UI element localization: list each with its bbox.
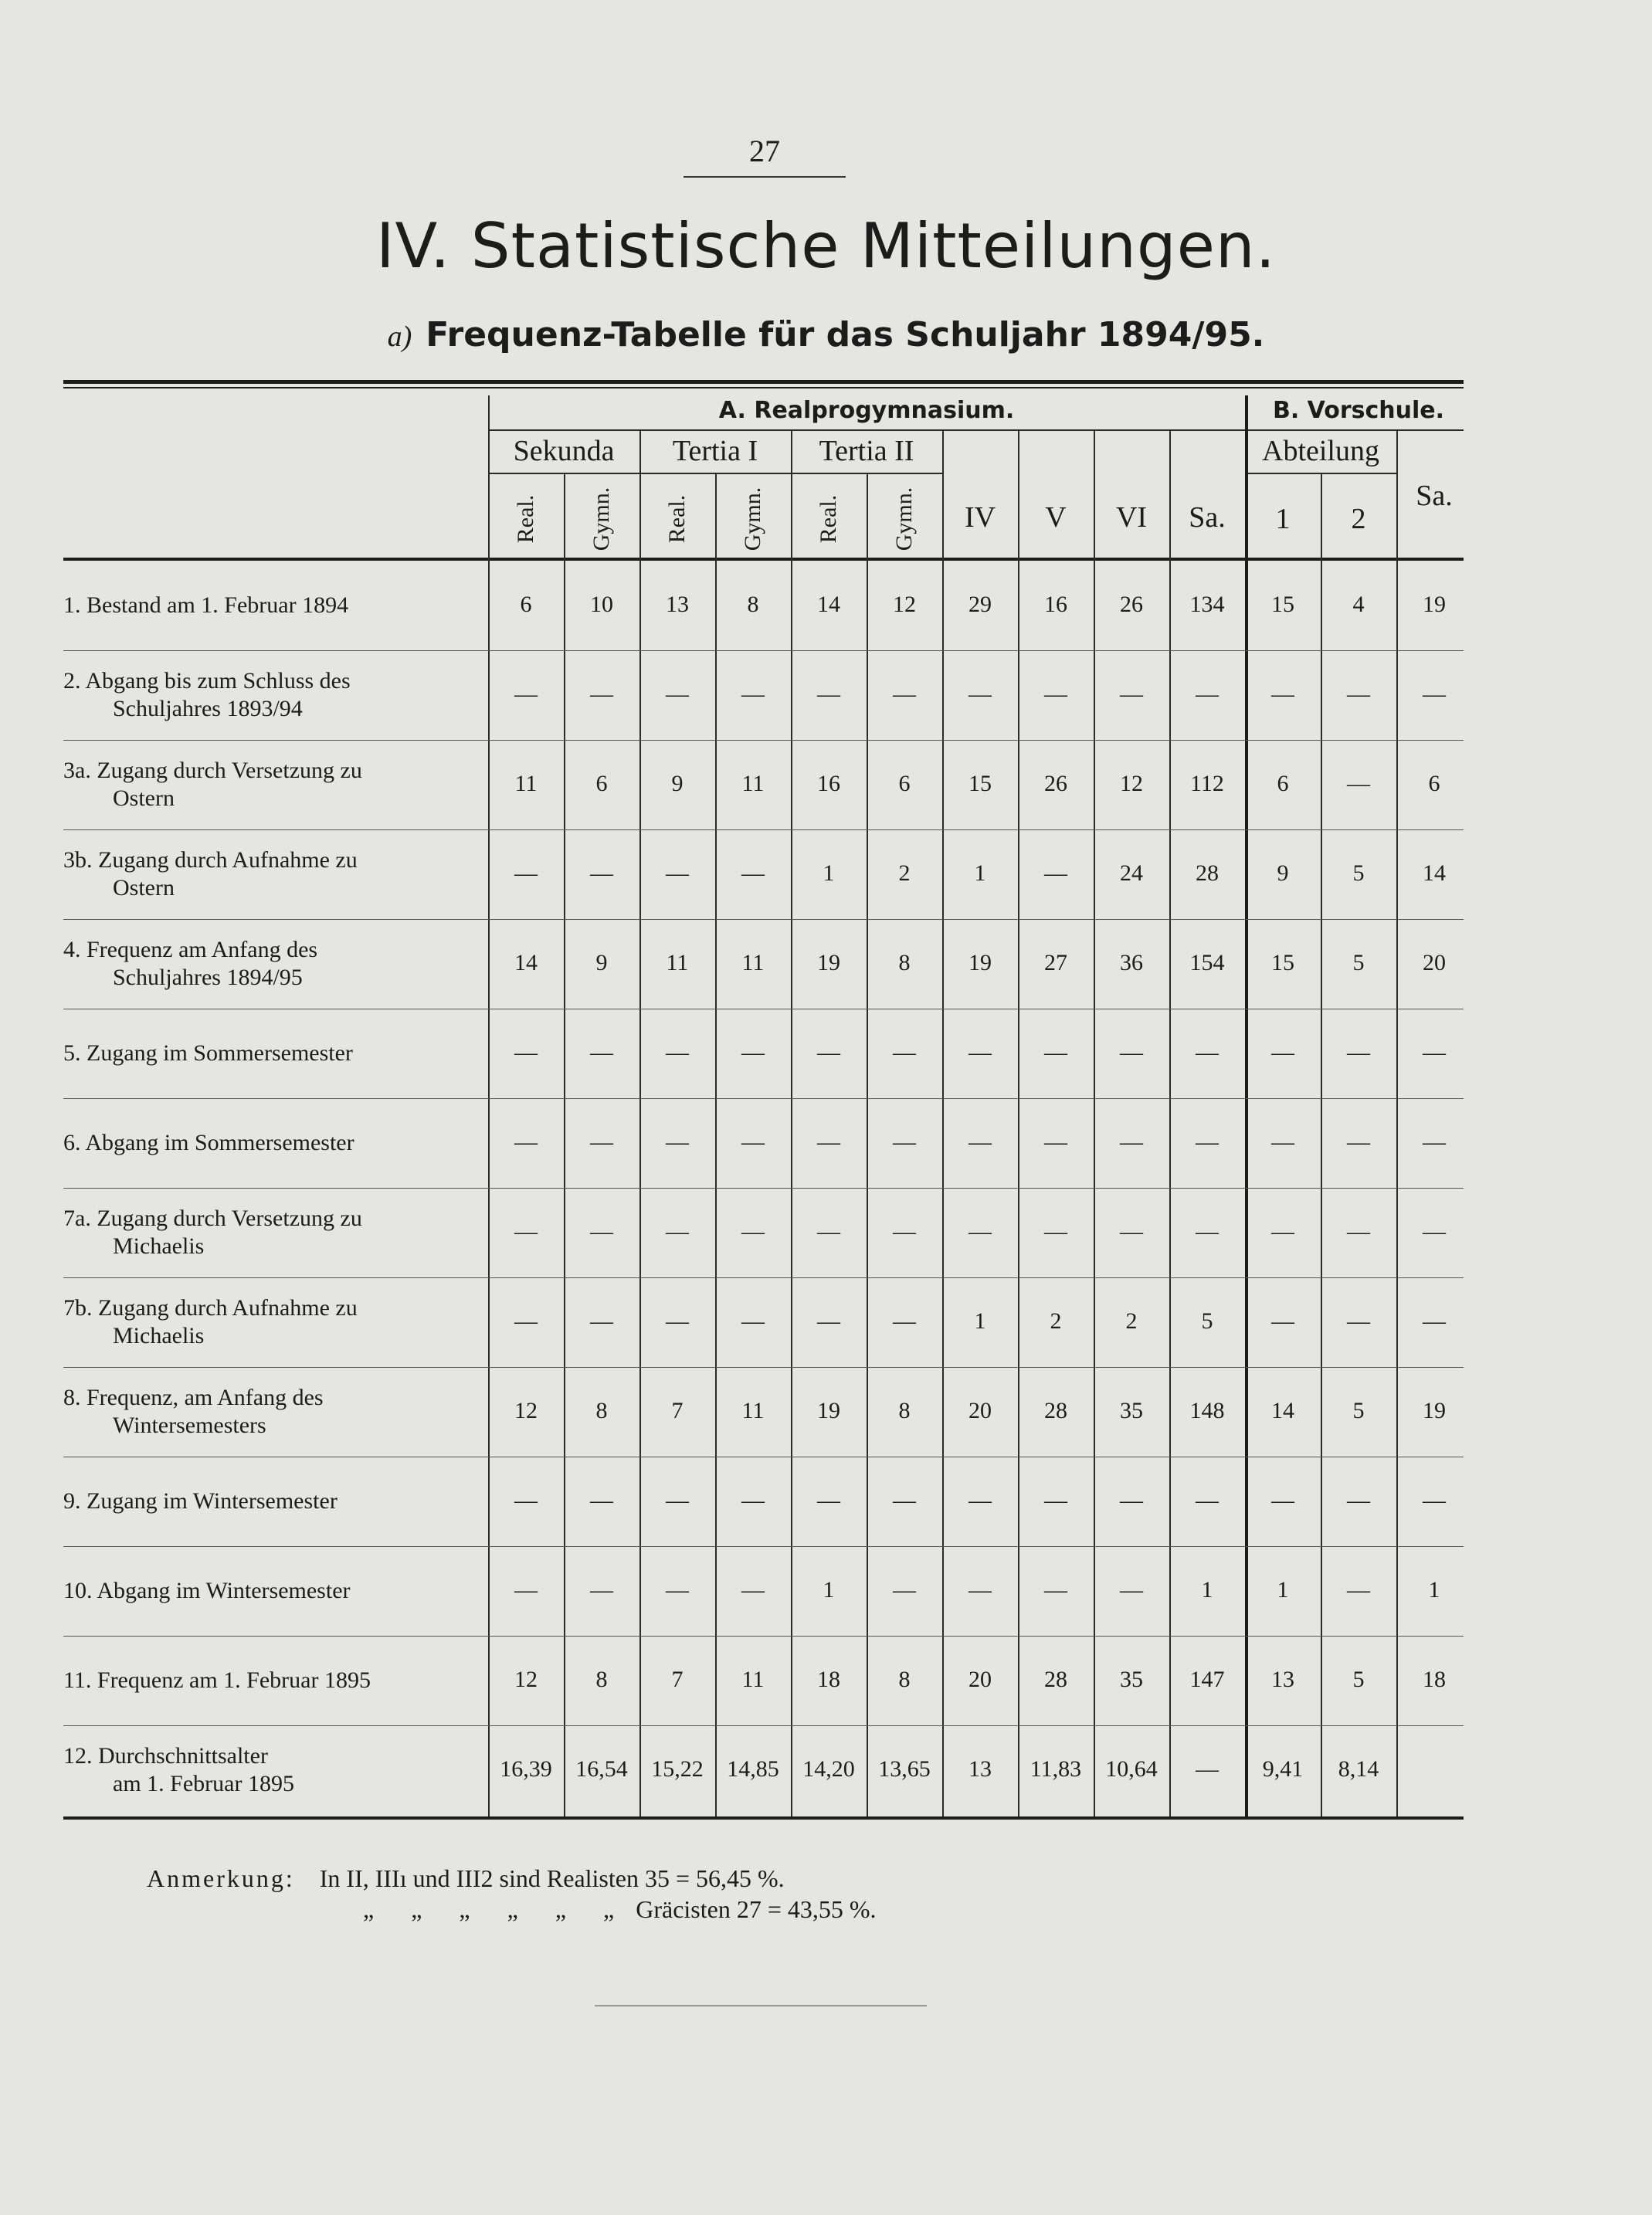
row-label-text: 12. Durchschnittsalter [63, 1743, 268, 1769]
table-cell: — [590, 1487, 613, 1513]
table-cell: 35 [1120, 1667, 1143, 1692]
group-a-header: A. Realprogymnasium. [718, 397, 1015, 424]
table-cell: 2 [898, 860, 911, 886]
table-cell: 27 [1044, 950, 1067, 975]
table-cell: 7 [671, 1667, 684, 1692]
row-divider [63, 1725, 1464, 1726]
table-cell: 12 [514, 1398, 538, 1423]
row-divider [63, 1188, 1464, 1189]
row-divider [63, 829, 1464, 830]
table-cell: — [1423, 1219, 1446, 1244]
table-cell: 1 [974, 860, 986, 886]
row-label-text: 3b. Zugang durch Aufnahme zu [63, 847, 358, 873]
table-cell: 13 [968, 1756, 992, 1782]
table-cell: 12 [1120, 771, 1143, 796]
table-cell: — [741, 860, 765, 886]
table-cell: — [741, 1040, 765, 1065]
table-cell: — [968, 1129, 992, 1155]
annotation-heading: Anmerkung: [147, 1864, 295, 1892]
table-cell: 18 [817, 1667, 840, 1692]
table-cell: — [1423, 1487, 1446, 1513]
table-cell: 36 [1120, 950, 1143, 975]
table-cell: 8 [898, 950, 911, 975]
row-divider [63, 650, 1464, 651]
column-header-rotated: Gymn. [589, 487, 614, 551]
table-cell: 9 [1277, 860, 1289, 886]
table-cell: 14,20 [802, 1756, 855, 1782]
table-cell: 6 [595, 771, 608, 796]
table-cell: — [1271, 1487, 1294, 1513]
row-label-continuation: am 1. Februar 1895 [113, 1771, 294, 1796]
row-label-text: 1. Bestand am 1. Februar 1894 [63, 592, 349, 618]
table-subtitle [0, 315, 1652, 354]
row-label [63, 936, 480, 992]
table-cell: 5 [1352, 860, 1365, 886]
column-header: V [1045, 501, 1067, 534]
row-label-text: 6. Abgang im Sommersemester [63, 1130, 354, 1155]
table-cell: 9,41 [1262, 1756, 1304, 1782]
table-cell: — [968, 1219, 992, 1244]
table-cell: 8 [898, 1398, 911, 1423]
row-label-continuation: Ostern [113, 875, 175, 901]
page-number-rule [684, 176, 846, 178]
table-cell: — [666, 1219, 689, 1244]
row-label [63, 592, 480, 619]
table-cell: 148 [1189, 1398, 1225, 1423]
column-divider [942, 429, 944, 1816]
table-cell: 18 [1423, 1667, 1446, 1692]
table-cell: — [1196, 1129, 1219, 1155]
table-cell: 9 [595, 950, 608, 975]
table-cell: 19 [817, 950, 840, 975]
column-header: Sa. [1416, 480, 1453, 512]
table-cell: 4 [1352, 592, 1365, 617]
table-cell: 28 [1196, 860, 1219, 886]
table-cell: — [1423, 681, 1446, 707]
subgroup-header: Tertia I [672, 435, 758, 467]
annotation-ditto: „ „ „ „ „ „ [363, 1895, 630, 1923]
table-cell: 6 [1277, 771, 1289, 796]
table-cell: — [666, 1487, 689, 1513]
table-cell: — [1120, 1577, 1143, 1603]
table-cell: 14 [817, 592, 840, 617]
table-cell: 11 [741, 1667, 765, 1692]
table-cell: 29 [968, 592, 992, 617]
table-cell: 11 [514, 771, 538, 796]
row-label-continuation: Schuljahres 1894/95 [113, 965, 303, 990]
row-label-text: 4. Frequenz am Anfang des [63, 937, 318, 962]
table-cell: — [741, 681, 765, 707]
table-cell: 5 [1352, 1667, 1365, 1692]
table-cell: — [514, 1040, 538, 1065]
table-cell: — [817, 1129, 840, 1155]
table-cell: — [666, 1129, 689, 1155]
table-cell: — [1196, 1040, 1219, 1065]
table-cell: 1 [974, 1308, 986, 1334]
group-header-rule [488, 429, 1464, 431]
row-divider [63, 1098, 1464, 1099]
table-cell: — [590, 1040, 613, 1065]
row-divider [63, 1277, 1464, 1278]
subtitle-marker: a) [387, 321, 412, 353]
row-label [63, 846, 480, 902]
table-cell: 12 [514, 1667, 538, 1692]
table-bottom-rule [63, 1816, 1464, 1820]
table-cell: — [666, 1040, 689, 1065]
table-cell: — [590, 1577, 613, 1603]
table-cell: 10,64 [1105, 1756, 1158, 1782]
table-cell: 14 [1271, 1398, 1294, 1423]
row-label-text: 10. Abgang im Wintersemester [63, 1578, 351, 1603]
table-cell: 6 [520, 592, 532, 617]
table-cell: — [1271, 1129, 1294, 1155]
table-cell: 19 [817, 1398, 840, 1423]
table-cell: — [893, 1219, 916, 1244]
table-cell: 5 [1352, 950, 1365, 975]
column-divider [1094, 429, 1095, 1816]
row-label-text: 7b. Zugang durch Aufnahme zu [63, 1295, 358, 1321]
table-cell: — [741, 1487, 765, 1513]
table-cell: 11,83 [1030, 1756, 1082, 1782]
table-cell: — [514, 1219, 538, 1244]
table-cell: 14,85 [727, 1756, 779, 1782]
table-cell: — [817, 681, 840, 707]
table-top-rule [63, 380, 1464, 384]
table-cell: — [666, 681, 689, 707]
row-label-text: 3a. Zugang durch Versetzung zu [63, 758, 362, 783]
table-cell: — [1044, 1487, 1067, 1513]
table-cell: — [1423, 1308, 1446, 1334]
table-cell: 26 [1044, 771, 1067, 796]
table-cell: — [893, 1308, 916, 1334]
table-cell: 15 [1271, 950, 1294, 975]
table-cell: 13 [1271, 1667, 1294, 1692]
table-cell: — [590, 681, 613, 707]
table-cell: 147 [1189, 1667, 1225, 1692]
table-cell: — [1196, 1219, 1219, 1244]
row-label-continuation: Michaelis [113, 1233, 205, 1259]
column-header-rotated: Gymn. [891, 487, 917, 551]
table-cell: 1 [1428, 1577, 1440, 1603]
table-cell: — [1196, 1756, 1219, 1782]
table-cell: — [1347, 1577, 1370, 1603]
column-header-rotated: Real. [664, 494, 690, 544]
row-label-continuation: Ostern [113, 785, 175, 811]
table-cell: — [1271, 1308, 1294, 1334]
column-divider [791, 429, 792, 1816]
table-cell: 8 [595, 1398, 608, 1423]
table-cell: — [1196, 681, 1219, 707]
table-cell: — [741, 1129, 765, 1155]
table-cell: 26 [1120, 592, 1143, 617]
annotation-line-2 [147, 1894, 877, 1925]
column-divider [1018, 429, 1019, 1816]
column-divider [1396, 429, 1398, 1816]
table-cell: — [968, 1487, 992, 1513]
table-cell: — [1423, 1129, 1446, 1155]
table-cell: — [590, 860, 613, 886]
page-number: 27 [749, 134, 780, 168]
table-cell: 24 [1120, 860, 1143, 886]
table-cell: — [1347, 771, 1370, 796]
table-cell: — [968, 1040, 992, 1065]
row-label [63, 667, 480, 723]
column-header-rotated: Real. [513, 494, 538, 544]
table-cell: 16 [1044, 592, 1067, 617]
table-cell: 13 [666, 592, 689, 617]
table-cell: 8 [747, 592, 759, 617]
table-cell: — [1347, 1129, 1370, 1155]
row-label [63, 1294, 480, 1350]
table-cell: 112 [1190, 771, 1224, 796]
table-cell: 1 [823, 1577, 835, 1603]
row-label-continuation: Schuljahres 1893/94 [113, 696, 303, 721]
table-cell: — [1044, 1040, 1067, 1065]
table-cell: 6 [898, 771, 911, 796]
table-cell: 13,65 [878, 1756, 931, 1782]
table-cell: 12 [893, 592, 916, 617]
table-cell: — [817, 1040, 840, 1065]
table-cell: — [893, 1577, 916, 1603]
table-cell: — [1347, 1219, 1370, 1244]
table-cell: — [590, 1308, 613, 1334]
annotation [147, 1863, 877, 1925]
table-cell: 2 [1050, 1308, 1062, 1334]
subgroup-header: Tertia II [819, 435, 914, 467]
table-cell: 15,22 [651, 1756, 704, 1782]
table-cell: — [1044, 1219, 1067, 1244]
table-cell: — [1347, 1308, 1370, 1334]
subgroup-header: Abteilung [1262, 435, 1379, 467]
column-header-rotated: Gymn. [740, 487, 765, 551]
table-cell: — [1044, 1577, 1067, 1603]
table-cell: 1 [1277, 1577, 1289, 1603]
table-cell: — [968, 681, 992, 707]
subgroup-header: Sekunda [513, 435, 615, 467]
row-label-text: 11. Frequenz am 1. Februar 1895 [63, 1667, 371, 1693]
table-cell: 14 [514, 950, 538, 975]
row-label-text: 8. Frequenz, am Anfang des [63, 1385, 324, 1410]
table-cell: 8 [595, 1667, 608, 1692]
table-cell: — [893, 1040, 916, 1065]
row-label [63, 1667, 480, 1694]
table-cell: 9 [671, 771, 684, 796]
table-cell: 20 [968, 1398, 992, 1423]
table-cell: — [1423, 1040, 1446, 1065]
table-cell: — [1271, 1219, 1294, 1244]
annotation-line-1 [147, 1863, 877, 1894]
column-divider [1169, 429, 1171, 1816]
row-label [63, 757, 480, 812]
row-divider [63, 740, 1464, 741]
table-cell: 14 [1423, 860, 1446, 886]
table-cell: — [514, 1308, 538, 1334]
table-cell: — [741, 1308, 765, 1334]
row-divider [63, 919, 1464, 920]
row-label [63, 1205, 480, 1260]
table-cell: — [514, 1487, 538, 1513]
table-cell: 1 [1201, 1577, 1213, 1603]
table-cell: 1 [823, 860, 835, 886]
table-cell: 20 [968, 1667, 992, 1692]
table-cell: 15 [1271, 592, 1294, 617]
row-divider [63, 1636, 1464, 1637]
table-cell: — [514, 681, 538, 707]
table-cell: 11 [666, 950, 689, 975]
annotation-text-1: In II, IIIı und III2 sind Realisten 35 = 56,45 %. [319, 1864, 785, 1892]
table-cell: 11 [741, 771, 765, 796]
table-cell: — [1347, 1487, 1370, 1513]
table-cell: 28 [1044, 1398, 1067, 1423]
table-cell: — [893, 1129, 916, 1155]
table-cell: — [1347, 681, 1370, 707]
table-cell: 35 [1120, 1398, 1143, 1423]
table-cell: 19 [1423, 1398, 1446, 1423]
column-header-rotated: Real. [816, 494, 841, 544]
table-cell: 11 [741, 950, 765, 975]
table-cell: 8 [898, 1667, 911, 1692]
subtitle-text: Frequenz-Tabelle für das Schuljahr 1894/95. [426, 315, 1265, 354]
table-cell: — [1044, 681, 1067, 707]
table-cell: 19 [1423, 592, 1446, 617]
table-cell: — [1347, 1040, 1370, 1065]
table-cell: 2 [1125, 1308, 1138, 1334]
table-cell: — [968, 1577, 992, 1603]
row-label-text: 2. Abgang bis zum Schluss des [63, 668, 351, 694]
table-cell: — [514, 1577, 538, 1603]
row-label [63, 1742, 480, 1798]
table-cell: 15 [968, 771, 992, 796]
column-header: VI [1115, 501, 1148, 534]
table-cell: — [1120, 1487, 1143, 1513]
table-cell: 16 [817, 771, 840, 796]
group-b-header: B. Vorschule. [1272, 397, 1445, 424]
table-cell: 11 [741, 1398, 765, 1423]
table-cell: 154 [1189, 950, 1225, 975]
footer-rule [595, 2005, 927, 2006]
table-cell: 5 [1201, 1308, 1213, 1334]
page-title: IV. Statistische Mitteilungen. [375, 210, 1277, 282]
table-cell: — [514, 860, 538, 886]
row-divider [63, 1367, 1464, 1368]
table-cell: — [1044, 1129, 1067, 1155]
table-cell: — [817, 1487, 840, 1513]
row-label-text: 5. Zugang im Sommersemester [63, 1040, 353, 1066]
table-cell: — [1271, 681, 1294, 707]
column-header: 1 [1275, 503, 1291, 535]
table-cell: — [741, 1219, 765, 1244]
table-cell: 6 [1428, 771, 1440, 796]
row-divider [63, 1546, 1464, 1547]
table-cell: — [817, 1219, 840, 1244]
table-cell: — [1044, 860, 1067, 886]
table-cell: — [893, 681, 916, 707]
row-label-continuation: Michaelis [113, 1323, 205, 1348]
row-label-text: 7a. Zugang durch Versetzung zu [63, 1206, 362, 1231]
table-cell: — [893, 1487, 916, 1513]
row-label-text: 9. Zugang im Wintersemester [63, 1488, 338, 1514]
column-header: 2 [1351, 503, 1366, 535]
table-cell: — [514, 1129, 538, 1155]
table-cell: 10 [590, 592, 613, 617]
table-cell: 7 [671, 1398, 684, 1423]
table-cell: 5 [1352, 1398, 1365, 1423]
table-cell: — [1120, 1129, 1143, 1155]
table-cell: 28 [1044, 1667, 1067, 1692]
column-header: Sa. [1189, 501, 1226, 534]
table-cell: — [1271, 1040, 1294, 1065]
column-divider [639, 429, 641, 1816]
table-cell: — [1120, 681, 1143, 707]
header-bottom-rule [63, 558, 1464, 561]
row-label [63, 1129, 480, 1157]
table-cell: — [741, 1577, 765, 1603]
column-header: IV [964, 501, 996, 534]
table-cell: — [1196, 1487, 1219, 1513]
table-cell: — [666, 1308, 689, 1334]
table-cell: — [817, 1308, 840, 1334]
table-cell: — [666, 1577, 689, 1603]
table-cell: 8,14 [1338, 1756, 1379, 1782]
table-cell: 16,39 [500, 1756, 552, 1782]
table-top-rule-2 [63, 387, 1464, 388]
table-cell: — [666, 860, 689, 886]
row-label [63, 1487, 480, 1515]
table-cell: — [1120, 1040, 1143, 1065]
table-cell: — [1120, 1219, 1143, 1244]
row-label-continuation: Wintersemesters [113, 1413, 266, 1438]
row-label [63, 1384, 480, 1440]
table-cell: 134 [1189, 592, 1225, 617]
table-cell: — [590, 1219, 613, 1244]
row-label [63, 1040, 480, 1067]
annotation-text-2: Gräcisten 27 = 43,55 %. [636, 1895, 877, 1923]
row-label [63, 1577, 480, 1605]
table-cell: 16,54 [575, 1756, 628, 1782]
table-cell: 20 [1423, 950, 1446, 975]
table-cell: 19 [968, 950, 992, 975]
table-cell: — [590, 1129, 613, 1155]
